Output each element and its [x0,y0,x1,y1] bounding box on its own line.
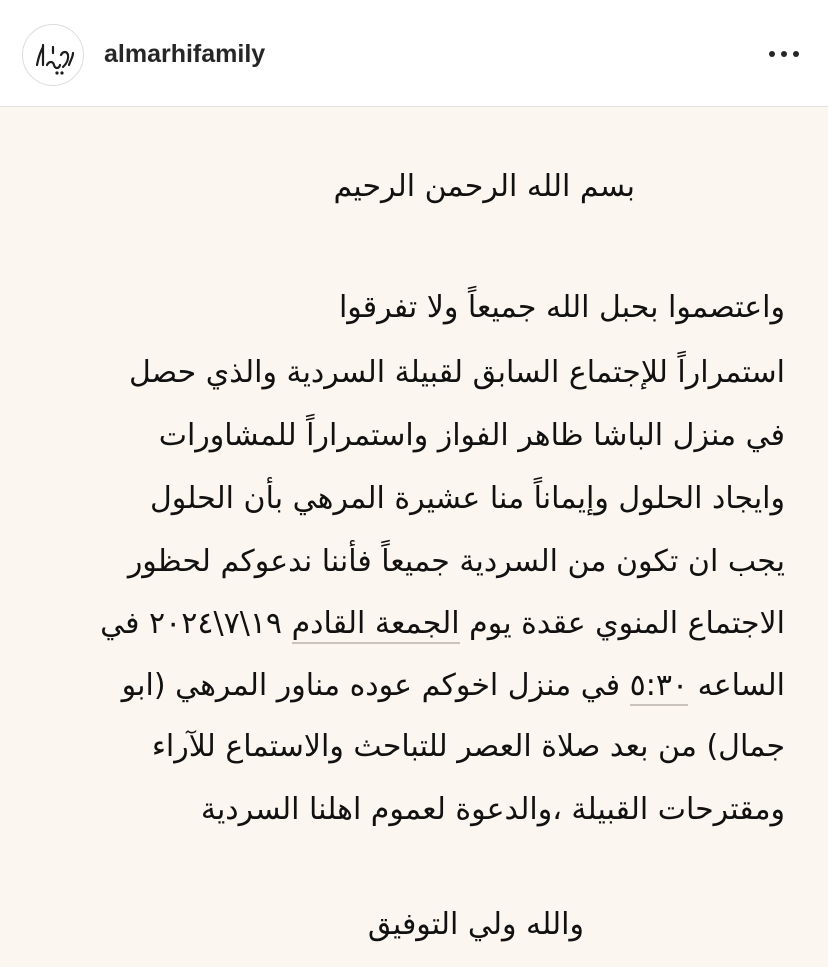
post-line: جمال) من بعد صلاة العصر للتباحث والاستماع للآراء [151,729,785,764]
line-text: الساعه [688,668,785,703]
post-line: وايجاد الحلول وإيماناً منا عشيرة المرهي بأن الحلول [149,481,785,516]
line-text: ١٩\٧\٢٠٢٤ في [100,606,292,641]
post-line: يجب ان تكون من السردية جميعاً فأننا ندعوكم لحظور [127,544,785,579]
line-text: في منزل اخوكم عوده مناور المرهي (ابو [121,668,630,703]
line-text: الاجتماع المنوي عقدة يوم [459,606,785,641]
avatar[interactable] [22,24,84,86]
underlined-day: الجمعة القادم [292,606,460,644]
underlined-time: ٥:٣٠ [630,668,688,706]
closing-line: والله ولي التوفيق [367,907,584,942]
post-line-time [122,666,785,706]
post-image [0,107,828,967]
username[interactable]: almarhifamily [104,40,266,68]
post-line: في منزل الباشا ظاهر الفواز واستمراراً للمشاورات [158,418,785,453]
basmala: بسم الله الرحمن الرحيم [333,169,635,204]
almarhi-logo-icon [23,25,84,86]
post-line: ومقترحات القبيلة ،والدعوة لعموم اهلنا السردية [200,792,785,827]
post-header [0,0,828,107]
post-line-date [100,604,785,644]
more-horizontal-icon[interactable] [762,38,806,68]
post-line: واعتصموا بحبل الله جميعاً ولا تفرقوا [338,290,785,325]
post-line: استمراراً للإجتماع السابق لقبيلة السردية والذي حصل [128,355,785,390]
